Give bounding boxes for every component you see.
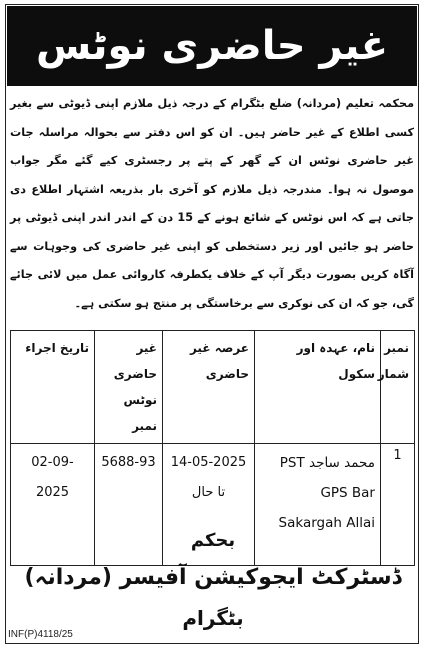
absence-from: 14-05-2025: [170, 455, 247, 470]
header-absence-period: عرصہ غیر حاضری: [163, 331, 255, 444]
issue-date: 02-09-2025: [31, 455, 74, 500]
header-issue-date: تاریخ اجراء: [11, 331, 95, 444]
notice-body: محکمہ تعلیم (مردانہ) ضلع بٹگرام کے درجہ ذیل ملازم اپنی ڈیوٹی سے بغیر کسی اطلاع کے غیر حاضر ہیں۔ ان کو اس دفتر سے بحوالہ مراسلہ جات غیر حاضری نوٹس ان کے گھر کے پتے پر رجسٹری کیے گئے مگر جواب موصول نہ ہوا۔ مندرجہ ذیل ملازم کو آخری بار بذریعہ اشتہار اطلاع دی جاتی ہے کہ اس نوٹس کے شائع ہونے کے 15 دن کے اندر اندر اپنی ڈیوٹی پر حاضر ہو جائیں اور زیر دستخطی کو اپنی غیر حاضری کی وجوہات سے آگاہ کریں بصورت دیگر آپ کے خلاف یکطرفہ کاروائی عمل میں لائی جائے گی، جو کہ ان کی نوکری سے برخاستگی پر منتج ہو سکتی ہے۔: [10, 97, 414, 310]
table-header-row: [11, 331, 415, 444]
school-line-2: Sakargah Allai: [278, 515, 375, 531]
header-name: نام، عہدہ اور سکول: [255, 331, 381, 444]
notice-number: 5688-93: [101, 455, 156, 470]
employee-line: [260, 448, 375, 478]
notice-title: غیر حاضری نوٹس: [35, 23, 389, 69]
issuing-place: بٹگرام: [182, 606, 244, 630]
by-order-text: بحکم: [190, 530, 236, 551]
header-serial: نمبر شمار: [381, 331, 415, 444]
reference-code: INF(P)4118/25: [8, 629, 73, 640]
issuing-officer: ڈسٹرکٹ ایجوکیشن آفیسر (مردانہ): [24, 565, 402, 590]
employee-name: محمد ساجد: [309, 455, 375, 471]
school-line-1: GPS Bar: [320, 485, 375, 501]
header-notice-number: غیر حاضری نوٹس نمبر: [95, 331, 163, 444]
employee-post: PST: [279, 455, 305, 471]
title-banner: [7, 6, 417, 86]
cell-serial: 1: [381, 444, 415, 566]
absence-to: تا حال: [191, 485, 226, 500]
